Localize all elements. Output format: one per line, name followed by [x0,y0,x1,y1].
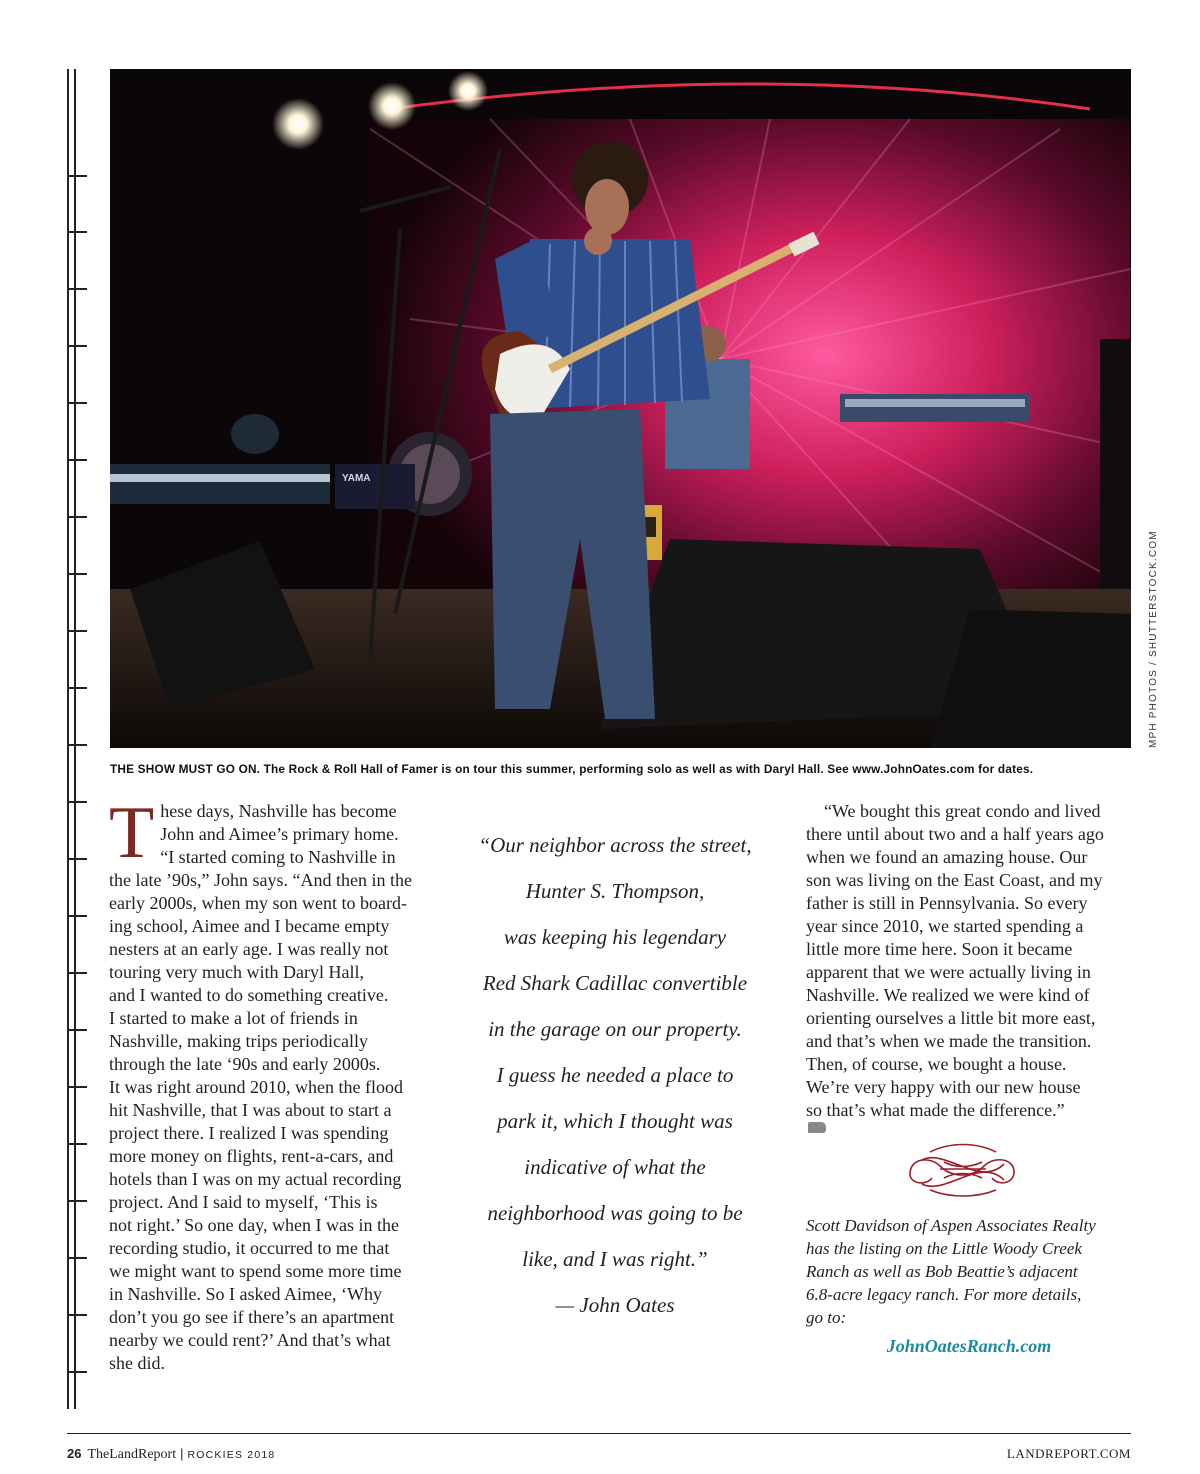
magazine-name: TheLandReport [87,1447,177,1462]
pull-quote-line: neighborhood was going to be [487,1201,743,1225]
text-line: father is still in Pennsylvania. So every [806,893,1088,913]
text-line: nearby we could rent?’ And that’s what [109,1330,391,1350]
text-line: project. And I said to myself, ‘This is [109,1192,378,1212]
concert-photo [110,69,1131,748]
text-line: We’re very happy with our new house [806,1077,1081,1097]
text-line: she did. [109,1353,165,1373]
text-line: hese days, Nashville has become [160,801,397,821]
text-line: hotels than I was on my actual recording [109,1169,402,1189]
text-line: “We bought this great condo and lived [806,801,1101,821]
pull-quote-line: park it, which I thought was [497,1109,733,1133]
footer-site: LANDREPORT.COM [1006,1446,1131,1461]
drop-cap: T [109,792,155,874]
text-line: when we found an amazing house. Our [806,847,1088,867]
text-line-last [806,1099,1132,1133]
text-line: John and Aimee’s primary home. [160,824,399,844]
text-line: don’t you go see if there’s an apartment [109,1307,395,1327]
text-line: there until about two and a half years ago [806,824,1104,844]
us-map-end-mark-icon [808,1122,826,1133]
footer-folio [67,1446,275,1463]
text-line: Then, of course, we bought a house. [806,1054,1067,1074]
text-line: nesters at an early age. I was really not [109,939,389,959]
text-line: and that’s when we made the transition. [806,1031,1092,1051]
text-line: hit Nashville, that I was about to start a [109,1100,392,1120]
listing-note [806,1214,1136,1329]
photo-credit: MPH PHOTOS / SHUTTERSTOCK.COM [1148,530,1159,748]
listing-line: Ranch as well as Bob Beattie’s adjacent [806,1262,1078,1281]
text-line: and I wanted to do something creative. [109,985,389,1005]
text-line: apparent that we were actually living in [806,962,1091,982]
pull-quote-line: was keeping his legendary [503,925,727,949]
footer-divider [67,1433,1131,1434]
text-line: It was right around 2010, when the flood [109,1077,403,1097]
article-column-right [806,800,1132,1133]
ranch-website-link[interactable]: JohnOatesRanch.com [886,1336,1052,1356]
text-line: recording studio, it occurred to me that [109,1238,390,1258]
pull-quote-line: “Our neighbor across the street, [478,833,752,857]
margin-rule [67,69,87,1409]
text-line: year since 2010, we started spending a [806,916,1084,936]
text-line: ing school, Aimee and I became empty [109,916,390,936]
drum-brand-text: YAMA [342,473,371,484]
text-line: son was living on the East Coast, and my [806,870,1103,890]
pull-quote-attribution: — John Oates [555,1293,675,1317]
text-line: orienting ourselves a little bit more east, [806,1008,1096,1028]
pull-quote-line: like, and I was right.” [522,1247,708,1271]
photo-caption: THE SHOW MUST GO ON. The Rock & Roll Hall of Famer is on tour this summer, performing solo as well as with Daryl Hall. See www.JohnOates.com for dates. [110,762,1034,776]
flourish-ornament-icon [900,1138,1025,1200]
text-line: Nashville, making trips periodically [109,1031,368,1051]
page-number: 26 [67,1446,82,1461]
issue-label: ROCKIES 2018 [187,1449,276,1461]
pull-quote [470,822,760,1328]
article-column-left [109,792,431,1375]
footer-separator: | [180,1446,184,1461]
text-line: the late ’90s,” John says. “And then in the [109,870,412,890]
text-line: touring very much with Daryl Hall, [109,962,364,982]
pull-quote-line: Hunter S. Thompson, [525,879,705,903]
text-line-content: so that’s what made the difference.” [806,1100,1065,1120]
text-line: early 2000s, when my son went to board- [109,893,407,913]
text-line: Nashville. We realized we were kind of [806,985,1090,1005]
text-line: “I started coming to Nashville in [160,847,396,867]
text-line: not right.’ So one day, when I was in the [109,1215,399,1235]
listing-line: go to: [806,1308,847,1327]
listing-line: Scott Davidson of Aspen Associates Realty [806,1216,1096,1235]
listing-line: 6.8-acre legacy ranch. For more details, [806,1285,1082,1304]
text-line: we might want to spend some more time [109,1261,402,1281]
pull-quote-line: in the garage on our property. [488,1017,742,1041]
text-line: I started to make a lot of friends in [109,1008,358,1028]
listing-line: has the listing on the Little Woody Creek [806,1239,1082,1258]
text-line: in Nashville. So I asked Aimee, ‘Why [109,1284,382,1304]
pull-quote-line: indicative of what the [524,1155,706,1179]
text-line: more money on flights, rent-a-cars, and [109,1146,394,1166]
pull-quote-line: Red Shark Cadillac convertible [482,971,748,995]
text-line: little more time here. Soon it became [806,939,1073,959]
pull-quote-line: I guess he needed a place to [496,1063,734,1087]
text-line: through the late ‘90s and early 2000s. [109,1054,381,1074]
text-line: project there. I realized I was spending [109,1123,389,1143]
